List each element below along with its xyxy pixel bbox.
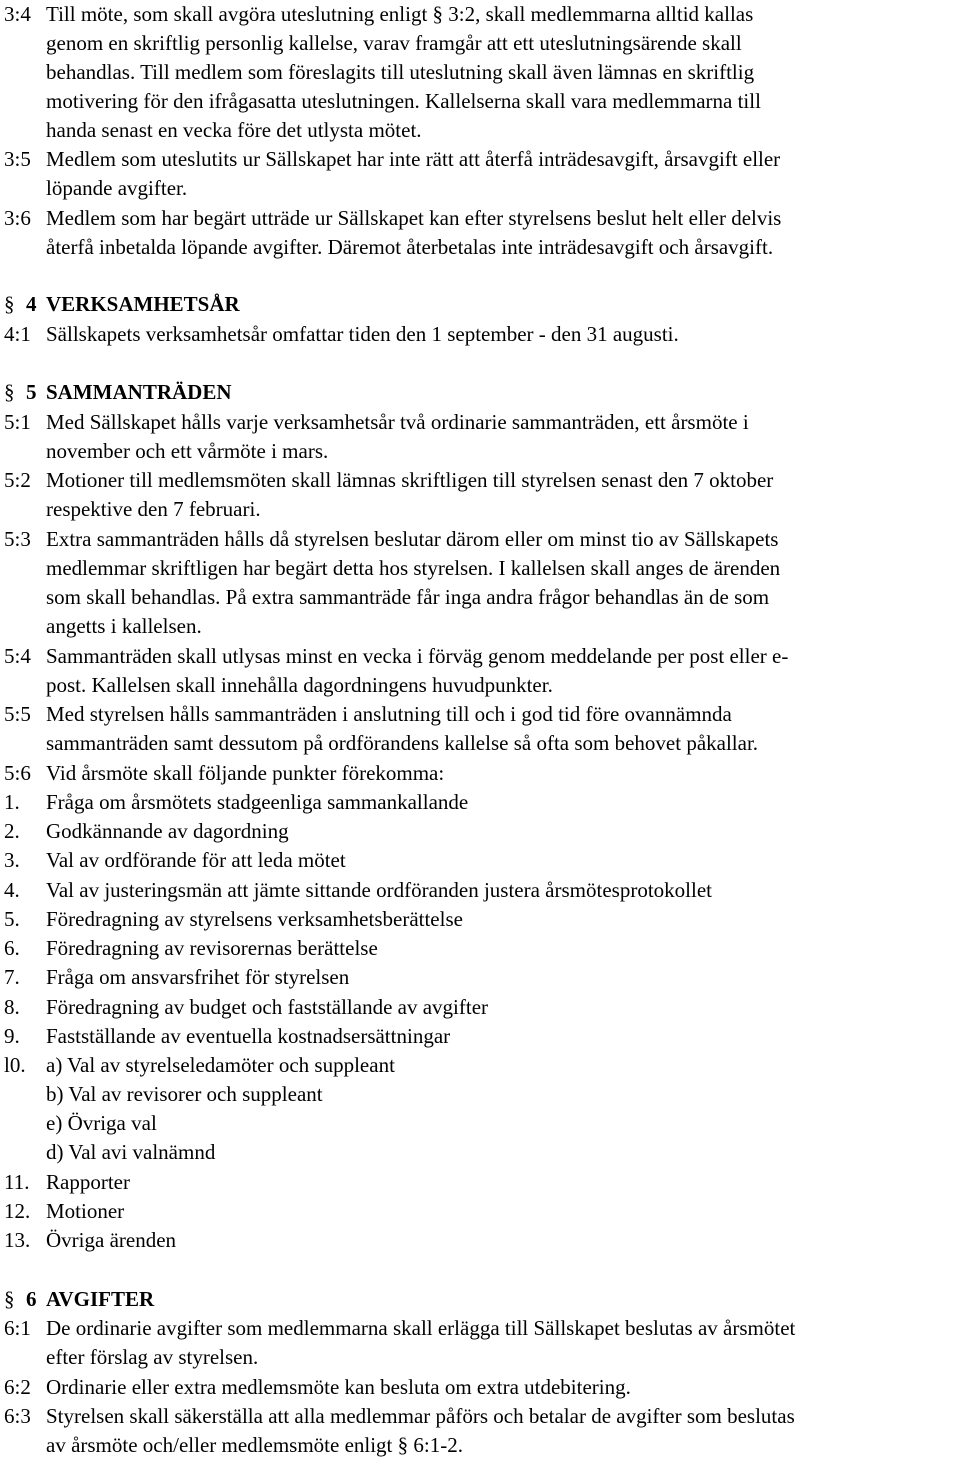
paragraph-line: genom en skriftlig personlig kallelse, varav framgår att ett uteslutningsärende skall xyxy=(46,31,742,55)
paragraph-line: respektive den 7 februari. xyxy=(46,497,261,521)
agenda-text: Föredragning av revisorernas berättelse xyxy=(46,936,378,960)
agenda-number: 11. xyxy=(4,1170,30,1194)
paragraph-line: Med Sällskapet hålls varje verksamhetsår två ordinarie sammanträden, ett årsmöte i xyxy=(46,410,749,434)
paragraph-line: Styrelsen skall säkerställa att alla medlemmar påförs och betalar de avgifter som beslutas xyxy=(46,1404,795,1428)
paragraph-label: 6:2 xyxy=(4,1375,31,1399)
paragraph-line: Medlem som uteslutits ur Sällskapet har inte rätt att återfå inträdesavgift, årsavgift eller xyxy=(46,147,781,171)
paragraph-label: 5:2 xyxy=(4,468,31,492)
paragraph-line: som skall behandlas. På extra sammanträde får inga andra frågor behandlas än de som xyxy=(46,585,770,609)
agenda-text: Fråga om årsmötets stadgeenliga sammankallande xyxy=(46,790,469,814)
section-title: SAMMANTRÄDEN xyxy=(46,380,232,404)
paragraph-label: 5:4 xyxy=(4,644,31,668)
agenda-text: b) Val av revisorer och suppleant xyxy=(46,1082,323,1106)
agenda-number: 7. xyxy=(4,965,20,989)
paragraph-label: 5:1 xyxy=(4,410,31,434)
agenda-text: Fråga om ansvarsfrihet för styrelsen xyxy=(46,965,350,989)
section-title: AVGIFTER xyxy=(46,1287,155,1311)
paragraph-line: handa senast en vecka före det utlysta mötet. xyxy=(46,118,422,142)
agenda-text: Föredragning av styrelsens verksamhetsberättelse xyxy=(46,907,463,931)
section-sign: § xyxy=(4,292,15,316)
paragraph-line: Ordinarie eller extra medlemsmöte kan besluta om extra utdebitering. xyxy=(46,1375,631,1399)
agenda-number: 4. xyxy=(4,878,20,902)
paragraph-label: 4:1 xyxy=(4,322,31,346)
agenda-number: 6. xyxy=(4,936,20,960)
agenda-text: Fastställande av eventuella kostnadsersättningar xyxy=(46,1024,451,1048)
section-title: VERKSAMHETSÅR xyxy=(46,292,240,316)
agenda-number: 3. xyxy=(4,848,20,872)
paragraph-line: post. Kallelsen skall innehålla dagordningens huvudpunkter. xyxy=(46,673,553,697)
section-number: 5 xyxy=(26,380,37,404)
paragraph-label: 6:1 xyxy=(4,1316,31,1340)
section-number: 4 xyxy=(26,292,37,316)
paragraph-label: 3:6 xyxy=(4,206,31,230)
agenda-number: l0. xyxy=(4,1053,26,1077)
agenda-number: 13. xyxy=(4,1228,31,1252)
paragraph-line: behandlas. Till medlem som föreslagits till uteslutning skall även lämnas en skriftlig xyxy=(46,60,755,84)
agenda-text: Föredragning av budget och fastställande av avgifter xyxy=(46,995,489,1019)
paragraph-line: Till möte, som skall avgöra uteslutning enligt § 3:2, skall medlemmarna alltid kallas xyxy=(46,2,754,26)
paragraph-label: 3:4 xyxy=(4,2,31,26)
paragraph-line: november och ett vårmöte i mars. xyxy=(46,439,329,463)
agenda-text: d) Val avi valnämnd xyxy=(46,1140,216,1164)
paragraph-label: 5:6 xyxy=(4,761,31,785)
agenda-number: 12. xyxy=(4,1199,31,1223)
section-sign: § xyxy=(4,1287,15,1311)
agenda-text: Övriga ärenden xyxy=(46,1228,177,1252)
paragraph-line: av årsmöte och/eller medlemsmöte enligt § 6:1-2. xyxy=(46,1433,463,1457)
paragraph-line: Vid årsmöte skall följande punkter förekomma: xyxy=(46,761,445,785)
paragraph-line: Extra sammanträden hålls då styrelsen beslutar därom eller om minst tio av Sällskapets xyxy=(46,527,779,551)
paragraph-line: Motioner till medlemsmöten skall lämnas skriftligen till styrelsen senast den 7 oktober xyxy=(46,468,774,492)
paragraph-label: 6:3 xyxy=(4,1404,31,1428)
paragraph-line: Medlem som har begärt utträde ur Sällskapet kan efter styrelsens beslut helt eller delvis xyxy=(46,206,782,230)
agenda-number: 1. xyxy=(4,790,20,814)
paragraph-label: 3:5 xyxy=(4,147,31,171)
agenda-text: Motioner xyxy=(46,1199,125,1223)
paragraph-line: Med styrelsen hålls sammanträden i anslutning till och i god tid före ovannämnda xyxy=(46,702,732,726)
agenda-number: 8. xyxy=(4,995,20,1019)
agenda-number: 2. xyxy=(4,819,20,843)
agenda-text: e) Övriga val xyxy=(46,1111,157,1135)
paragraph-line: angetts i kallelsen. xyxy=(46,614,202,638)
paragraph-line: Sällskapets verksamhetsår omfattar tiden den 1 september - den 31 augusti. xyxy=(46,322,679,346)
paragraph-line: medlemmar skriftligen har begärt detta hos styrelsen. I kallelsen skall anges de ärenden xyxy=(46,556,781,580)
paragraph-line: De ordinarie avgifter som medlemmarna skall erlägga till Sällskapet beslutas av årsmötet xyxy=(46,1316,796,1340)
agenda-text: Val av justeringsmän att jämte sittande ordföranden justera årsmötesprotokollet xyxy=(46,878,712,902)
agenda-number: 9. xyxy=(4,1024,20,1048)
paragraph-line: efter förslag av styrelsen. xyxy=(46,1345,259,1369)
agenda-text: Val av ordförande för att leda mötet xyxy=(46,848,346,872)
section-number: 6 xyxy=(26,1287,37,1311)
paragraph-line: löpande avgifter. xyxy=(46,176,188,200)
paragraph-label: 5:3 xyxy=(4,527,31,551)
paragraph-line: sammanträden samt dessutom på ordförandens kallelse så ofta som behovet påkallar. xyxy=(46,731,759,755)
paragraph-line: återfå inbetalda löpande avgifter. Däremot återbetalas inte inträdesavgift och årsavgift. xyxy=(46,235,774,259)
agenda-text: Rapporter xyxy=(46,1170,130,1194)
paragraph-line: motivering för den ifrågasatta uteslutningen. Kallelserna skall vara medlemmarna till xyxy=(46,89,761,113)
paragraph-label: 5:5 xyxy=(4,702,31,726)
agenda-text: a) Val av styrelseledamöter och suppleant xyxy=(46,1053,395,1077)
paragraph-line: Sammanträden skall utlysas minst en vecka i förväg genom meddelande per post eller e- xyxy=(46,644,789,668)
agenda-number: 5. xyxy=(4,907,20,931)
agenda-text: Godkännande av dagordning xyxy=(46,819,289,843)
section-sign: § xyxy=(4,380,15,404)
